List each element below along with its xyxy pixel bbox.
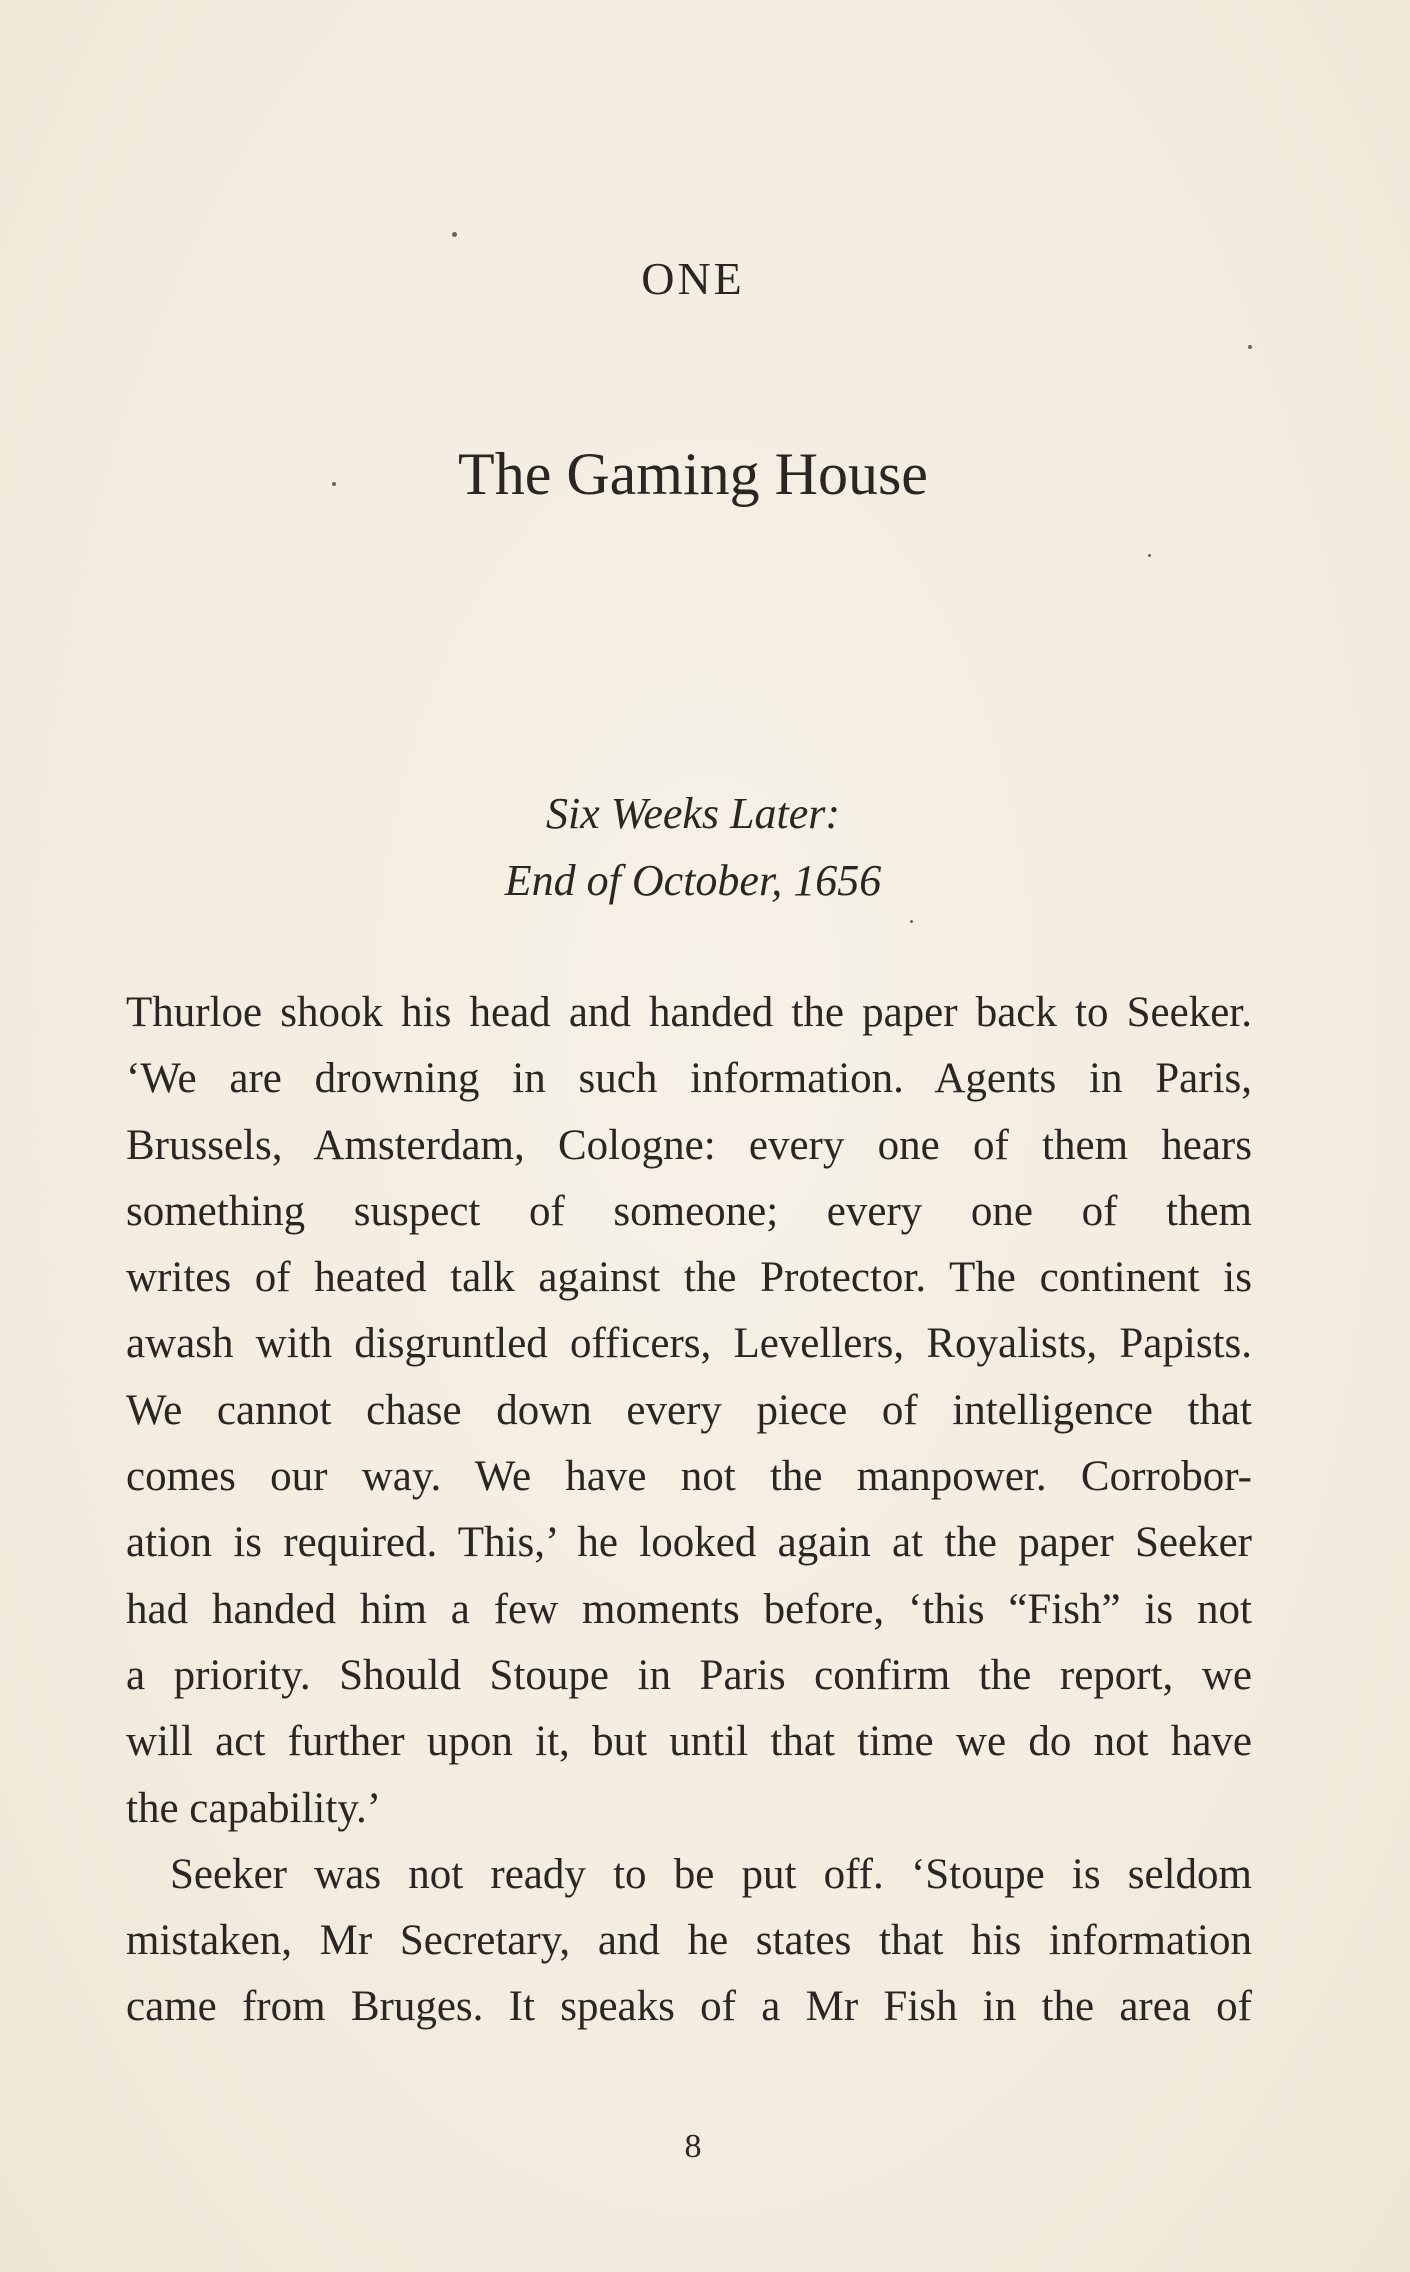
body-text <box>126 980 1252 2041</box>
text-line: awash with disgruntled officers, Levellers, Royalists, Papists. <box>126 1320 1252 1368</box>
text-line: had handed him a few moments before, ‘this “Fish” is not <box>126 1585 1252 1633</box>
text-line: will act further upon it, but until that time we do not have <box>126 1718 1252 1766</box>
paper-speck <box>1248 345 1252 349</box>
text-line: ation is required. This,’ he looked again at the paper Seeker <box>126 1519 1252 1567</box>
text-line: Thurloe shook his head and handed the paper back to Seeker. <box>126 989 1252 1036</box>
chapter-number: ONE <box>641 253 745 304</box>
text-line: the capability.’ <box>126 1784 382 1832</box>
chapter-subtitle-line-1: Six Weeks Later: <box>545 789 841 838</box>
paper-speck <box>332 482 336 486</box>
chapter-subtitle-line-2: End of October, 1656 <box>504 856 882 905</box>
text-line: Seeker was not ready to be put off. ‘Stoupe is seldom <box>170 1850 1252 1898</box>
page-number: 8 <box>684 2128 702 2165</box>
text-line: something suspect of someone; every one of them <box>126 1187 1252 1235</box>
text-line: Brussels, Amsterdam, Cologne: every one of them hears <box>126 1121 1252 1169</box>
text-line: ‘We are drowning in such information. Agents in Paris, <box>126 1055 1252 1103</box>
text-line: comes our way. We have not the manpower. Corrobor- <box>126 1453 1252 1501</box>
text-line: came from Bruges. It speaks of a Mr Fish in the area of <box>126 1983 1252 2031</box>
paper-speck <box>452 232 457 237</box>
paper-speck <box>1148 554 1151 557</box>
chapter-title: The Gaming House <box>458 441 928 507</box>
text-line: a priority. Should Stoupe in Paris confirm the report, we <box>126 1651 1252 1699</box>
text-line: We cannot chase down every piece of intelligence that <box>126 1386 1252 1434</box>
paper-speck <box>910 920 913 923</box>
text-line: writes of heated talk against the Protector. The continent is <box>126 1254 1252 1302</box>
text-line: mistaken, Mr Secretary, and he states that his information <box>126 1917 1252 1965</box>
